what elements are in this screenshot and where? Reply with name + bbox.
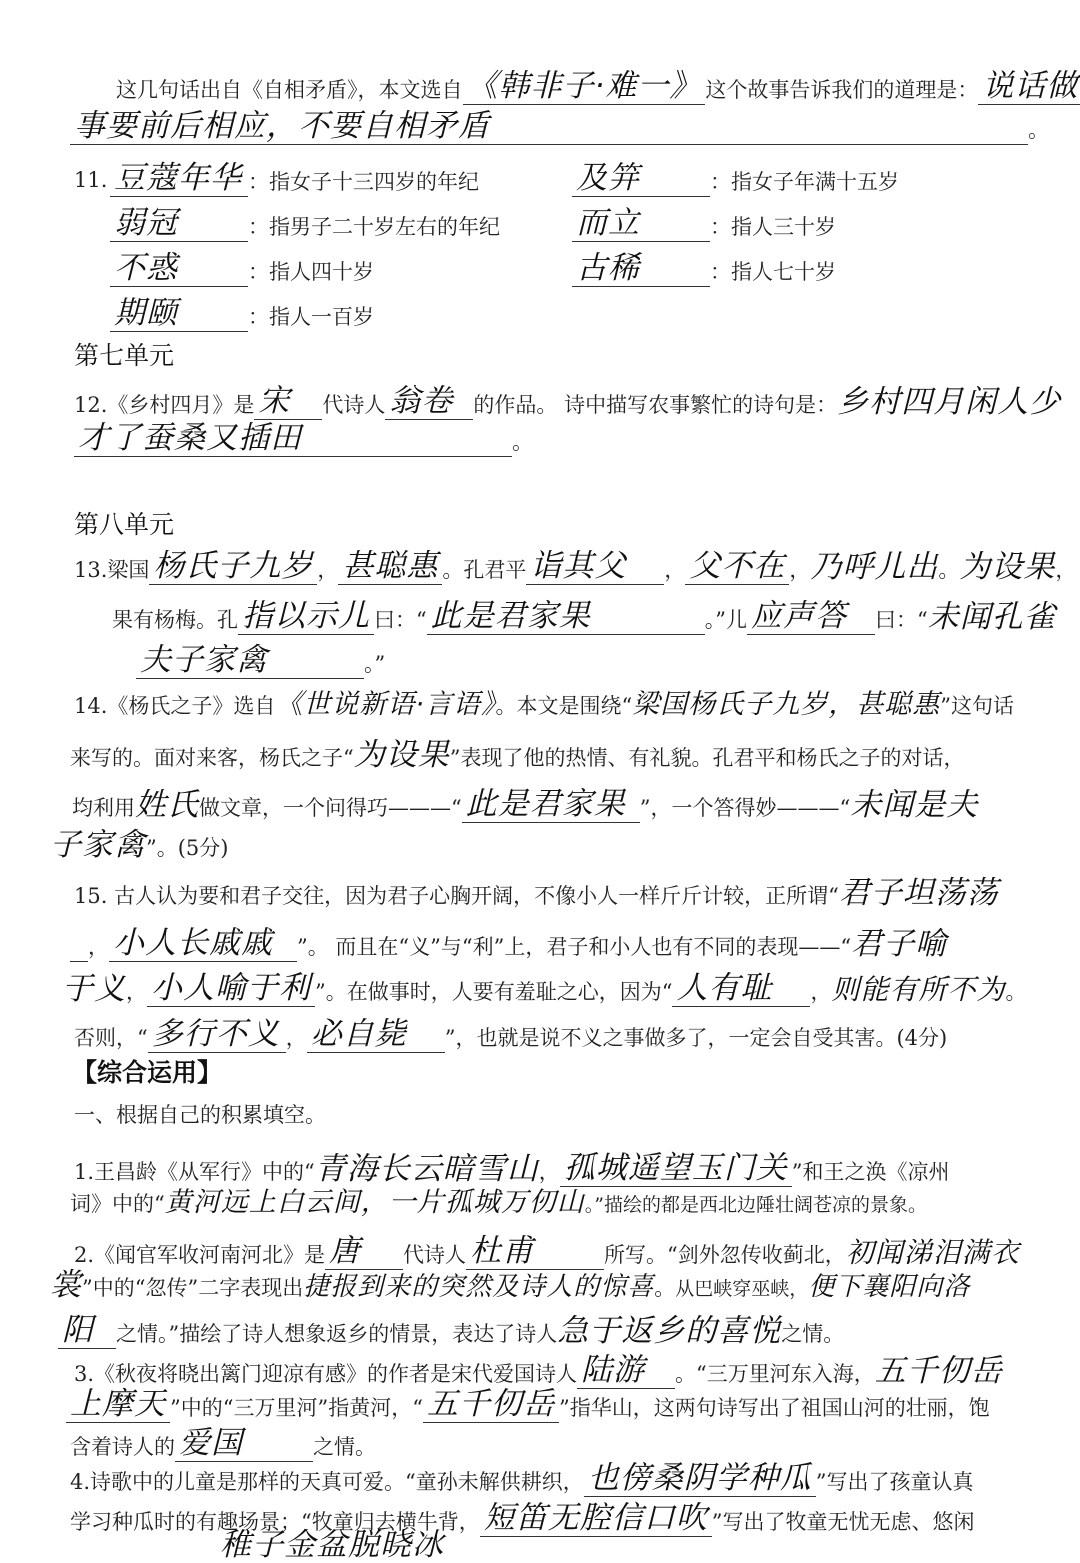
q11-row: 而立 ：指人三十岁 bbox=[572, 205, 836, 242]
q12-answer-verse2[interactable]: 才了蚕桑又插田 bbox=[74, 420, 512, 457]
q15-answer[interactable]: 多行不义 bbox=[148, 1016, 286, 1053]
c3-answer[interactable]: 爱国 bbox=[175, 1425, 313, 1462]
q12-answer-dynasty[interactable]: 宋 bbox=[254, 383, 322, 420]
q15-answer[interactable]: 必自毙 bbox=[307, 1016, 445, 1053]
q15-answer[interactable]: 人有耻 bbox=[672, 970, 810, 1007]
c2-answer[interactable]: 捷报到来的突然及诗人的惊喜 bbox=[303, 1272, 655, 1302]
q13-answer[interactable]: 未闻孔雀 bbox=[927, 599, 1056, 635]
q14-answer[interactable]: 姓氏 bbox=[135, 787, 199, 823]
c4-line3 bbox=[220, 1527, 444, 1563]
c4-answer[interactable]: 也傍桑阴学种瓜 bbox=[584, 1460, 816, 1497]
c4-answer[interactable]: 稚子金盆脱晓冰 bbox=[220, 1527, 444, 1563]
q11-row: 豆蔻年华 ：指女子十三四岁的年纪 bbox=[110, 160, 479, 197]
q15-answer[interactable]: 则能有所不为 bbox=[831, 973, 1006, 1006]
q13-answer[interactable]: 甚聪惠 bbox=[338, 548, 442, 585]
c1-line1: 1.王昌龄《从军行》中的“青海长云暗雪山， 孤城遥望玉门关 ”和王之涣《凉州 bbox=[74, 1150, 950, 1187]
q15-answer[interactable]: 君子喻 bbox=[851, 926, 948, 962]
q14-line1: 14.《杨氏之子》选自《世说新语·言语》。本文是围绕“梁国杨氏子九岁，甚聪惠”这句话 bbox=[74, 689, 1014, 720]
q13-answer[interactable]: 应声答 bbox=[747, 598, 875, 635]
c2-answer[interactable]: 急于返乡的喜悦 bbox=[557, 1313, 782, 1349]
q10-answer-lesson-part2[interactable]: 事要前后相应，不要自相矛盾 bbox=[70, 108, 1028, 145]
c3-line2: 上摩天 ”中的“三万里河”指黄河，“ 五千仞岳 ”指华山，这两句诗写出了祖国山河的壮丽，饱 bbox=[66, 1386, 990, 1423]
q11-answer[interactable]: 古稀 bbox=[572, 250, 710, 287]
q12-line1: 12.《乡村四月》是 宋 代诗人 翁卷 的作品。 诗中描写农事繁忙的诗句是：乡村四月闲人少 bbox=[74, 383, 1062, 420]
q13-line2: 果有杨梅。孔 指以示儿 曰：“ 此是君家果 。”儿 应声答 曰：“未闻孔雀 bbox=[112, 598, 1056, 635]
q11-answer[interactable]: 而立 bbox=[572, 205, 710, 242]
q11-row: 及笄 ：指女子年满十五岁 bbox=[572, 160, 899, 197]
c1-answer[interactable]: 黄河远上白云间，一片孤城万仞山 bbox=[164, 1187, 585, 1218]
q14-answer[interactable]: 未闻是夫 bbox=[850, 787, 979, 823]
q14-answer-central[interactable]: 梁国杨氏子九岁，甚聪惠 bbox=[632, 689, 941, 720]
q14-answer[interactable]: 子家禽 bbox=[50, 827, 146, 863]
c2-answer[interactable]: 唐 bbox=[325, 1233, 403, 1270]
q13-answer[interactable]: 为设果 bbox=[959, 549, 1056, 585]
c1-answer[interactable]: 孤城遥望玉门关 bbox=[560, 1150, 792, 1187]
c2-answer[interactable]: 阳 bbox=[58, 1312, 116, 1349]
c4-line1: 4.诗歌中的儿童是那样的天真可爱。“童孙未解供耕织， 也傍桑阴学种瓜 ”写出了孩童认真 bbox=[70, 1460, 974, 1496]
q11-answer[interactable]: 不惑 bbox=[110, 250, 248, 287]
q15-line1: 15. 古人认为要和君子交往，因为君子心胸开阔，不像小人一样斤斤计较，正所谓“君子坦荡荡 bbox=[74, 875, 999, 911]
c2-line1: 2.《闻官军收河南河北》是 唐 代诗人 杜甫 所写。“剑外忽传收蓟北，初闻涕泪满衣 bbox=[74, 1233, 1020, 1269]
c3-answer[interactable]: 陆游 bbox=[577, 1352, 675, 1389]
q11-row: 不惑 ：指人四十岁 bbox=[110, 250, 374, 287]
c3-answer[interactable]: 五千仞岳 bbox=[423, 1386, 559, 1423]
c1-answer[interactable]: 青海长云暗雪山 bbox=[314, 1151, 539, 1187]
c4-line2: 学习种瓜时的有趣场景；“牧童归去横牛背， 短笛无腔信口吹 ”写出了牧童无忧无虑、悠闲 bbox=[70, 1500, 975, 1536]
unit7-heading: 第七单元 bbox=[74, 341, 175, 370]
q14-line4: 子家禽”。(5分) bbox=[50, 827, 229, 863]
q12-answer-verse1[interactable]: 乡村四月闲人少 bbox=[837, 384, 1062, 420]
q13-answer[interactable]: 父不在 bbox=[685, 548, 789, 585]
q15-answer[interactable]: 于义 bbox=[62, 971, 126, 1007]
q14-line2: 来写的。面对来客，杨氏之子“为设果”表现了他的热情、有礼貌。孔君平和杨氏之子的对话， bbox=[70, 737, 965, 773]
c2-line2: 裳”中的“忽传”二字表现出捷报到来的突然及诗人的惊喜。从巴峡穿巫峡，便下襄阳向洛 bbox=[50, 1267, 971, 1303]
q13-answer[interactable]: 夫子家禽 bbox=[136, 642, 364, 679]
q15-line2: ， 小人长戚戚 ”。 而且在“义”与“利”上，君子和小人也有不同的表现——“君子喻 bbox=[70, 925, 947, 962]
q11-answer[interactable]: 及笄 bbox=[572, 160, 710, 197]
q13-answer[interactable]: 诣其父 bbox=[526, 548, 664, 585]
c4-answer[interactable]: 短笛无腔信口吹 bbox=[480, 1500, 712, 1537]
q13-answer[interactable]: 此是君家果 bbox=[427, 598, 705, 635]
q15-answer[interactable]: 小人喻于利 bbox=[147, 970, 315, 1007]
q15-answer[interactable]: 小人长戚戚 bbox=[109, 925, 297, 962]
part1-instruction: 一、根据自己的积累填空。 bbox=[74, 1103, 326, 1127]
unit8-heading: 第八单元 bbox=[74, 510, 175, 539]
q10-answer-lesson-part1[interactable]: 说话做 bbox=[978, 68, 1080, 105]
c2-answer[interactable]: 便下襄阳向洛 bbox=[808, 1272, 971, 1302]
q15-answer[interactable]: 君子坦荡荡 bbox=[838, 875, 999, 911]
q11-row: 期颐 ：指人一百岁 bbox=[110, 295, 374, 332]
q14-answer[interactable]: 此是君家果 bbox=[462, 786, 640, 823]
q13-line1: 13.梁国 杨氏子九岁 ， 甚聪惠 。孔君平 诣其父 ， 父不在 ，乃呼儿出。为设果， bbox=[74, 548, 1077, 585]
q11-answer[interactable]: 弱冠 bbox=[110, 205, 248, 242]
c3-answer[interactable]: 五千仞岳 bbox=[874, 1353, 1003, 1389]
c1-line2: 词》中的“黄河远上白云间，一片孤城万仞山。”描绘的都是西北边陲壮阔苍凉的景象。 bbox=[70, 1187, 927, 1218]
q15-line3: 于义， 小人喻于利 ”。在做事时，人要有羞耻之心，因为“ 人有耻 ，则能有所不为。 bbox=[62, 970, 1027, 1007]
q14-answer-source[interactable]: 《世说新语·言语》 bbox=[275, 689, 496, 720]
q10-answer-source[interactable]: 《韩非子·难一》 bbox=[463, 68, 706, 105]
q12-line2: 才了蚕桑又插田 。 bbox=[74, 420, 533, 457]
q12-answer-poet[interactable]: 翁卷 bbox=[385, 383, 473, 420]
q13-answer[interactable]: 乃呼儿出 bbox=[810, 549, 939, 585]
c3-line1: 3.《秋夜将晓出篱门迎凉有感》的作者是宋代爱国诗人 陆游 。“三万里河东入海，五千仞岳 bbox=[74, 1352, 1003, 1389]
c3-line3: 含着诗人的 爱国 之情。 bbox=[70, 1425, 376, 1461]
q14-answer[interactable]: 为设果 bbox=[353, 737, 450, 773]
q15-line4: 否则，“ 多行不义 ， 必自毙 ”，也就是说不义之事做多了，一定会自受其害。(4分) bbox=[74, 1016, 948, 1052]
q11-row: 古稀 ：指人七十岁 bbox=[572, 250, 836, 287]
q11-answer[interactable]: 期颐 bbox=[110, 295, 248, 332]
q13-answer[interactable]: 杨氏子九岁 bbox=[149, 548, 317, 585]
section-heading: 【综合运用】 bbox=[72, 1058, 223, 1087]
c2-answer[interactable]: 杜甫 bbox=[466, 1233, 604, 1270]
q11-row: 弱冠 ：指男子二十岁左右的年纪 bbox=[110, 205, 500, 242]
q10-line2: 事要前后相应，不要自相矛盾 。 bbox=[70, 108, 1049, 145]
c2-answer[interactable]: 初闻涕泪满衣 bbox=[845, 1236, 1020, 1269]
q15-blank bbox=[70, 961, 88, 962]
q13-line3: 夫子家禽 。” bbox=[136, 642, 385, 679]
q10-line1: 这几句话出自《自相矛盾》，本文选自 《韩非子·难一》 这个故事告诉我们的道理是： 说话做 bbox=[116, 68, 1080, 105]
q13-answer[interactable]: 指以示儿 bbox=[238, 598, 374, 635]
q11-number: 11. bbox=[74, 168, 108, 192]
q14-line3: 均利用姓氏做文章，一个问得巧———“ 此是君家果 ”，一个答得妙———“未闻是夫 bbox=[72, 786, 979, 823]
c2-line3: 阳 之情。”描绘了诗人想象返乡的情景，表达了诗人急于返乡的喜悦之情。 bbox=[58, 1312, 844, 1349]
c3-answer[interactable]: 上摩天 bbox=[66, 1386, 170, 1423]
c2-answer[interactable]: 裳 bbox=[50, 1267, 82, 1303]
q11-answer[interactable]: 豆蔻年华 bbox=[110, 160, 248, 197]
